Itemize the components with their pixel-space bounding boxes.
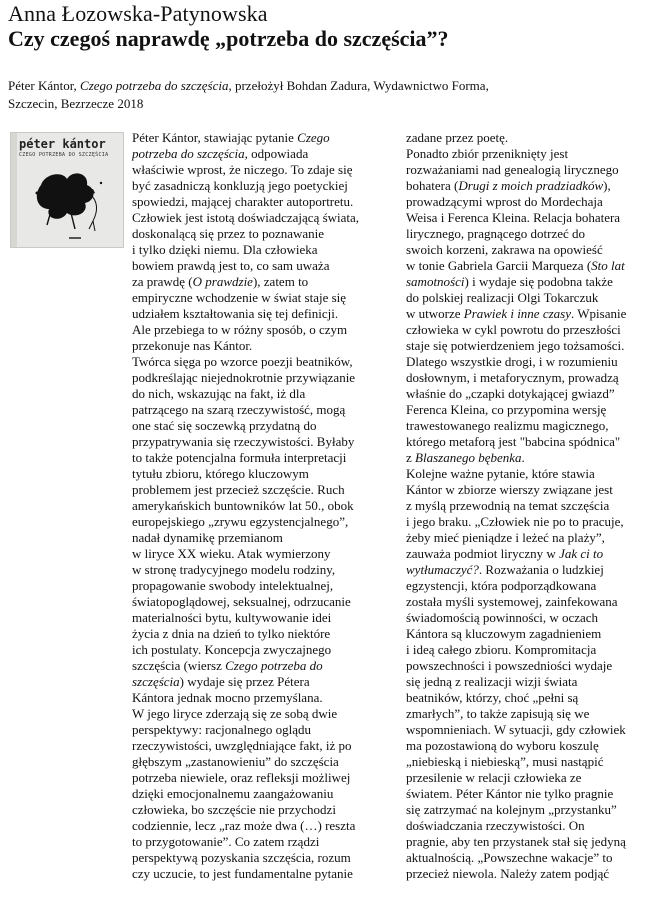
text-line: udziałem kształtowania się tej definicji. xyxy=(132,306,339,321)
text-line: przecież niewola. Należy zatem podjąć xyxy=(406,866,610,881)
text-line: perspektywą pozyskania szczęścia, rozum xyxy=(132,850,351,865)
text-line: bohatera (Drugi z moich pradziadków), xyxy=(406,178,611,193)
text-line: człowieka, bo szczęście nie przychodzi xyxy=(132,802,336,817)
text-line: się jedną z realizacji wizji świata xyxy=(406,674,578,689)
text-line: „niebieską i niebieską”, musi nastąpić xyxy=(406,754,604,769)
text-line: zauważa podmiot liryczny w Jak ci to xyxy=(406,546,604,561)
text-line: beatników, którzy, choć „pełni są xyxy=(406,690,579,705)
text-line: tytułu zbioru, którego kluczowym xyxy=(132,466,309,481)
text-line: do polskiej realizacji Olgi Tokarczuk xyxy=(406,290,599,305)
text-line: którego metaforą jest "babcina spódnica" xyxy=(406,434,621,449)
text-line: właśnie do „czapki dotykającej gwiazd” xyxy=(406,386,615,401)
text-line: W jego liryce zderzają się ze sobą dwie xyxy=(132,706,338,721)
text-line: światopoglądowej, seksualnej, odrzucanie xyxy=(132,594,351,609)
text-line: być zasadniczą konkluzją jego poetyckiej xyxy=(132,178,348,193)
text-line: trawestowanego realizmu magicznego, xyxy=(406,418,609,433)
text-line: bowiem prawdą jest to, co sam uważa xyxy=(132,258,330,273)
text-line: lirycznego, pragnącego dotrzeć do xyxy=(406,226,586,241)
text-line: w utworze Prawiek i inne czasy. Wpisanie xyxy=(406,306,627,321)
text-line: wytłumaczyć?. Rozważania o ludzkiej xyxy=(406,562,604,577)
text-column-left xyxy=(132,130,390,882)
text-line: staje się potwierdzeniem jego tożsamości. xyxy=(406,338,625,353)
text-line: doskonalącą się przez to poznawanie xyxy=(132,226,325,241)
text-line: Péter Kántor, stawiając pytanie Czego xyxy=(132,130,330,145)
article-title: Czy czegoś naprawdę „potrzeba do szczęścia”? xyxy=(8,26,449,51)
text-line: właściwie wprost, że niczego. To zdaje się xyxy=(132,162,353,177)
text-line: egzystencji, która podporządkowana xyxy=(406,578,597,593)
biblio-author: Péter Kántor, xyxy=(8,78,81,93)
text-line: spowiedzi, mającej charakter autoportretu. xyxy=(132,194,354,209)
text-line: potrzeba do szczęścia, odpowiada xyxy=(132,146,309,161)
text-line: Kolejne ważne pytanie, które stawia xyxy=(406,466,595,481)
text-line: Ferenca Kleina, co przypomina wersję xyxy=(406,402,607,417)
biblio-place-year: Szczecin, Bezrzecze 2018 xyxy=(8,96,144,111)
text-line: rzeczywistości, uwzględniające fakt, iż po xyxy=(132,738,352,753)
article-author: Anna Łozowska-Patynowska xyxy=(8,1,268,26)
text-line: człowieka w cykl powrotu do przeszłości xyxy=(406,322,621,337)
biblio-book-title: Czego potrzeba do szczęścia xyxy=(80,78,229,93)
text-line: potrzeba niewiele, oraz refleksji możliwej xyxy=(132,770,351,785)
text-line: doświadczania rzeczywistości. On xyxy=(406,818,585,833)
text-line: została myśli systemowej, zainfekowana xyxy=(406,594,618,609)
text-line: Ponadto zbiór przeniknięty jest xyxy=(406,146,569,161)
text-line: codziennie, lecz „raz może dwa (…) reszta xyxy=(132,818,356,833)
cover-title: péter kántor xyxy=(19,137,106,151)
text-line: problemem jest przecież szczęście. Ruch xyxy=(132,482,345,497)
text-line: świadomością powinności, w oczach xyxy=(406,610,599,625)
text-line: za prawdę (O prawdzie), zatem to xyxy=(132,274,309,289)
text-line: dzięki emocjonalnemu zaangażowaniu xyxy=(132,786,334,801)
text-line: to przygotowanie”. Co zatem rządzi xyxy=(132,834,320,849)
text-line: do nich, wskazując na fakt, iż dla xyxy=(132,386,306,401)
biblio-translator-publisher: , przełożył Bohdan Zadura, Wydawnictwo Forma, xyxy=(228,78,489,93)
text-line: dosłownym, i metaforycznym, prowadzą xyxy=(406,370,619,385)
text-line: ma pozostawioną do wyboru koszulę xyxy=(406,738,599,753)
text-line: szczęścia (wiersz Czego potrzeba do xyxy=(132,658,323,673)
text-line: rozważaniami nad genealogią lirycznego xyxy=(406,162,619,177)
text-line: się zatrzymać na kolejnym „przystanku” xyxy=(406,802,617,817)
text-line: z myślą przewodnią na temat szczęścia xyxy=(406,498,610,513)
text-line: samotności) i wydaje się podobna także xyxy=(406,274,613,289)
text-line: życia z dnia na dzień to tylko niektóre xyxy=(132,626,331,641)
text-column-right xyxy=(406,130,658,882)
text-line: wspomnieniach. W sytuacji, gdy człowiek xyxy=(406,722,626,737)
text-line: czy uczucie, to jest fundamentalne pytanie xyxy=(132,866,353,881)
text-line: empiryczne wchodzenie w świat staje się xyxy=(132,290,347,305)
text-line: ich postulaty. Koncepcja zwyczajnego xyxy=(132,642,332,657)
book-cover xyxy=(10,132,124,248)
text-line: żeby mieć pieniądze i leżeć na plaży”, xyxy=(406,530,605,545)
text-line: prowadzącymi wprost do Mordechaja xyxy=(406,194,603,209)
text-line: to także potencjalna formuła interpretacji xyxy=(132,450,347,465)
text-line: z Blaszanego bębenka. xyxy=(406,450,525,465)
text-line: Twórca sięga po wzorce poezji beatników, xyxy=(132,354,353,369)
text-line: Kántora są kluczowym zagadnieniem xyxy=(406,626,602,641)
text-line: w stronę tradycyjnego modelu rodziny, xyxy=(132,562,336,577)
text-line: i ideą całego zbioru. Kompromitacja xyxy=(406,642,597,657)
text-line: propagowanie swobody intelektualnej, xyxy=(132,578,334,593)
text-line: powszechności i powszedniości wydaje xyxy=(406,658,613,673)
text-line: przekonuje nas Kántor. xyxy=(132,338,253,353)
text-line: i jego braku. „Człowiek nie po to pracuje, xyxy=(406,514,624,529)
bibliographic-note xyxy=(8,77,648,113)
text-line: głębszym „zastanowieniu” do szczęścia xyxy=(132,754,339,769)
text-line: szczęścia) wydaje się przez Pétera xyxy=(132,674,310,689)
text-line: one stać się soczewką przydatną do xyxy=(132,418,317,433)
text-line: europejskiego „zrywu egzystencjalnego”, xyxy=(132,514,349,529)
text-line: aktualnością. „Powszechne wakacje” to xyxy=(406,850,613,865)
cover-subtitle: CZEGO POTRZEBA DO SZCZĘŚCIA xyxy=(19,152,109,158)
text-line: Weisa i Ferenca Kleina. Relacja bohatera xyxy=(406,210,621,225)
text-line: Kántor w zbiorze wierszy związane jest xyxy=(406,482,613,497)
text-line: w tonie Gabriela Garcii Marqueza (Sto lat xyxy=(406,258,625,273)
text-line: przesilenie w relacji człowieka ze xyxy=(406,770,582,785)
text-line: swoich korzeni, zakrawa na opowieść xyxy=(406,242,603,257)
text-line: przypatrywania się rzeczywistości. Byłaby xyxy=(132,434,355,449)
text-line: zmarłych”, to także zapisują się we xyxy=(406,706,590,721)
text-line: światem. Péter Kántor nie tylko pragnie xyxy=(406,786,614,801)
text-line: nadał dynamikę przemianom xyxy=(132,530,283,545)
text-line: perspektywy: racjonalnego oglądu xyxy=(132,722,312,737)
text-line: Ale przebiega to w różny sposób, o czym xyxy=(132,322,348,337)
text-line: zadane przez poetę. xyxy=(406,130,509,145)
text-line: materialności bytu, kultywowanie idei xyxy=(132,610,332,625)
text-line: Dlatego wszystkie drogi, i w rozumieniu xyxy=(406,354,618,369)
text-line: w liryce XX wieku. Atak wymierzony xyxy=(132,546,331,561)
text-line: podkreślając niejednokrotnie przywiązanie xyxy=(132,370,356,385)
text-line: Człowiek jest istotą doświadczającą świata, xyxy=(132,210,360,225)
text-line: i tylko dzięki niemu. Dla człowieka xyxy=(132,242,318,257)
text-line: patrzącego na szarą rzeczywistość, mogą xyxy=(132,402,346,417)
text-line: pragnie, aby ten przystanek stał się jedyną xyxy=(406,834,626,849)
text-line: Kántora jednak mocno przemyślana. xyxy=(132,690,323,705)
text-line: amerykańskich buntowników lat 50., obok xyxy=(132,498,354,513)
